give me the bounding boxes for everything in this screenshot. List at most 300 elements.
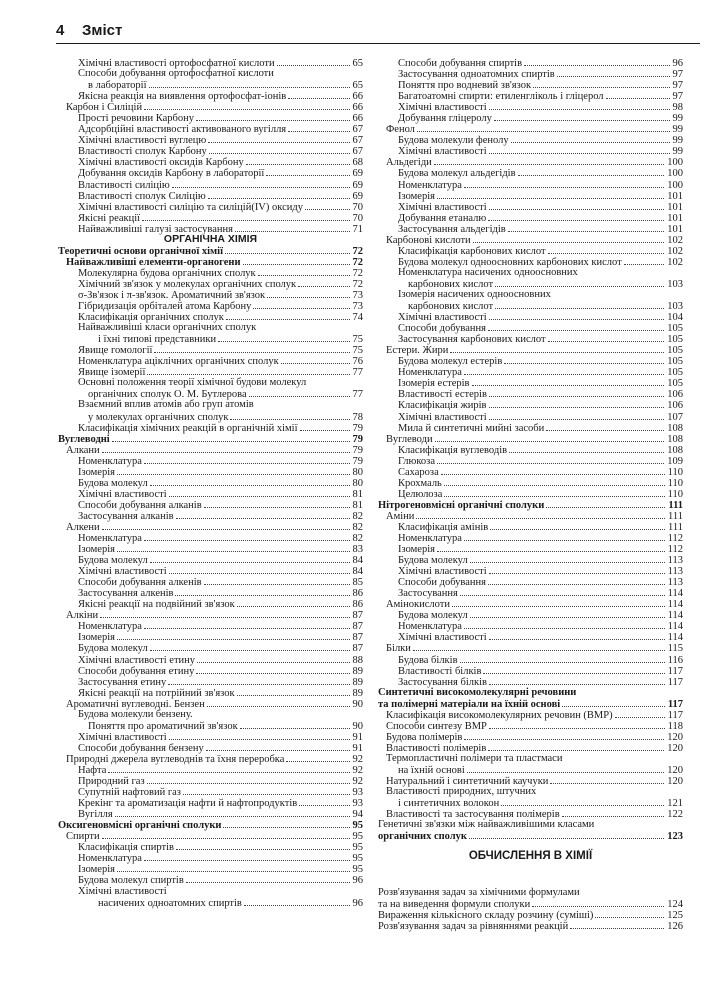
toc-entry <box>58 819 363 830</box>
toc-entry <box>58 388 363 399</box>
toc-entry-title: Ароматичні вуглеводні. Бензен <box>66 698 205 710</box>
toc-page-number: 110 <box>667 477 683 489</box>
toc-entry-title: Взаємний вплив атомів або груп атомів <box>78 399 254 411</box>
dot-leader <box>489 565 665 574</box>
toc-page-number: 98 <box>672 102 683 114</box>
toc-entry-title: Багатоатомні спирти: етиленгліколь і гліцерол <box>398 91 604 103</box>
toc-page-number: 114 <box>667 621 683 633</box>
toc-page-number: 84 <box>352 566 363 578</box>
toc-entry <box>58 167 363 178</box>
toc-entry-title: Мила й синтетичні мийні засоби <box>398 422 545 434</box>
toc-page-number: 80 <box>352 477 363 489</box>
toc-page-number: 67 <box>352 124 363 136</box>
toc-entry <box>58 676 363 687</box>
toc-entry-title: Хімічні властивості ортофосфатної кислоти <box>78 58 275 69</box>
toc-page-number: 74 <box>352 312 363 324</box>
toc-entry-title: Алкіни <box>66 610 99 622</box>
toc-entry <box>58 256 363 267</box>
toc-entry <box>378 753 683 764</box>
toc-entry-title: Добування оксидів Карбону в лабораторії <box>78 168 265 180</box>
toc-page-number: 117 <box>667 698 683 710</box>
toc-page-number: 105 <box>667 323 683 335</box>
dot-leader <box>267 289 349 298</box>
toc-entry <box>378 156 683 167</box>
toc-entry <box>58 101 363 112</box>
dot-leader <box>288 90 349 99</box>
toc-page-number: 81 <box>352 488 363 500</box>
dot-leader <box>102 830 350 839</box>
toc-entry-title: Будова білків <box>398 654 458 666</box>
toc-entry-title: Хімічні властивості <box>398 201 487 213</box>
toc-entry-title: Способи добування <box>398 577 486 589</box>
toc-entry <box>58 366 363 377</box>
toc-page-number: 117 <box>667 709 683 721</box>
toc-entry <box>58 687 363 698</box>
toc-page-number: 71 <box>352 223 363 235</box>
dot-leader <box>464 731 664 740</box>
toc-page-number: 118 <box>667 720 683 732</box>
toc-entry <box>378 532 683 543</box>
toc-entry-title: Естери. Жири <box>386 345 449 357</box>
toc-entry-title: Застосування альдегідів <box>398 223 506 235</box>
dot-leader <box>186 874 350 883</box>
toc-entry <box>58 841 363 852</box>
toc-entry-title: Застосування етину <box>78 676 167 688</box>
dot-leader <box>144 532 350 541</box>
toc-entry-title: Будова молекул <box>78 643 148 655</box>
toc-entry <box>378 720 683 731</box>
toc-entry <box>58 477 363 488</box>
toc-page-number: 114 <box>667 632 683 644</box>
toc-entry-title: Способи добування алкенів <box>78 577 202 589</box>
dot-leader <box>570 920 664 929</box>
toc-entry-title: Найважливіші елементи-органогени <box>66 256 241 268</box>
toc-page-number: 66 <box>352 91 363 103</box>
toc-entry-title: Застосування алканів <box>78 510 174 522</box>
toc-entry <box>58 786 363 797</box>
toc-entry-title: Ізомерія <box>78 466 115 478</box>
toc-entry <box>378 179 683 190</box>
toc-entry-title: Генетичні зв'язки між найважливішими класами <box>378 819 595 831</box>
toc-page-number: 81 <box>352 499 363 511</box>
toc-page-number: 66 <box>352 102 363 114</box>
section-heading: ОРГАНІЧНА ХІМІЯ <box>163 232 258 245</box>
toc-entry <box>378 698 683 709</box>
toc-page-number: 125 <box>667 910 683 922</box>
toc-entry <box>58 311 363 322</box>
page-title: Зміст <box>82 22 123 39</box>
toc-entry-title: Алкени <box>66 521 100 533</box>
toc-entry-title: Нітрогеновмісні органічні сполуки <box>378 499 545 511</box>
toc-entry <box>58 57 363 68</box>
toc-page-number: 86 <box>352 588 363 600</box>
dot-leader <box>244 897 350 906</box>
toc-entry <box>58 709 363 720</box>
section-spacer <box>378 865 683 887</box>
dot-leader <box>488 212 664 221</box>
toc-entry-title: Супутній нафтовий газ <box>78 787 181 799</box>
toc-entry <box>58 830 363 841</box>
toc-page-number: 88 <box>352 654 363 666</box>
dot-leader <box>142 212 349 221</box>
toc-entry <box>378 543 683 554</box>
toc-page-number: 83 <box>352 544 363 556</box>
dot-leader <box>508 223 665 232</box>
dot-leader <box>518 167 665 176</box>
toc-entry <box>58 289 363 300</box>
toc-entry <box>58 863 363 874</box>
toc-entry-title: Способи добування спиртів <box>398 58 523 69</box>
dot-leader <box>258 267 350 276</box>
dot-leader <box>115 808 350 817</box>
toc-entry-title: Ізомерія естерів <box>398 378 470 390</box>
toc-entry <box>378 223 683 234</box>
dot-leader <box>532 898 664 907</box>
toc-entry <box>58 642 363 653</box>
toc-entry <box>378 90 683 101</box>
toc-entry-title: Амінокислоти <box>386 599 450 611</box>
dot-leader <box>606 90 670 99</box>
toc-entry <box>378 731 683 742</box>
toc-entry <box>58 576 363 587</box>
toc-entry <box>378 764 683 775</box>
toc-entry <box>378 289 683 300</box>
dot-leader <box>488 742 664 751</box>
toc-entry <box>58 753 363 764</box>
dot-leader <box>100 609 349 618</box>
toc-page-number: 106 <box>667 389 683 401</box>
toc-page-number: 101 <box>667 223 683 235</box>
dot-leader <box>206 742 350 751</box>
toc-entry-title: Хімічні властивості оксидів Карбону <box>78 157 244 169</box>
toc-entry <box>58 267 363 278</box>
toc-entry-title: Хімічні властивості силіцію та силіцій(IV) оксиду <box>78 201 303 213</box>
dot-leader <box>150 554 350 563</box>
toc-entry <box>58 852 363 863</box>
toc-entry <box>378 433 683 444</box>
toc-entry <box>378 620 683 631</box>
toc-entry <box>378 510 683 521</box>
toc-page-number: 105 <box>667 378 683 390</box>
toc-entry <box>378 123 683 134</box>
dot-leader <box>489 101 670 110</box>
toc-page-number: 96 <box>672 58 683 69</box>
toc-page-number: 97 <box>672 80 683 92</box>
toc-page-number: 120 <box>667 731 683 743</box>
dot-leader <box>230 411 349 420</box>
toc-page-number: 105 <box>667 367 683 379</box>
dot-leader <box>175 587 349 596</box>
dot-leader <box>437 543 665 552</box>
toc-entry <box>378 576 683 587</box>
toc-entry <box>58 322 363 333</box>
toc-page-number: 91 <box>352 742 363 754</box>
dot-leader <box>533 79 669 88</box>
dot-leader <box>490 521 665 530</box>
dot-leader <box>489 411 665 420</box>
toc-entry-title: Крекінг та ароматизація нафти й нафтопродуктів <box>78 798 298 810</box>
toc-entry-title: Розв'язування задач за рівняннями реакцій <box>378 921 569 933</box>
toc-entry <box>378 267 683 278</box>
toc-entry-title: Якісна реакція на виявлення ортофосфат-іонів <box>78 91 287 103</box>
dot-leader <box>299 797 349 806</box>
toc-entry <box>58 897 363 908</box>
toc-entry <box>378 68 683 79</box>
toc-entry-title: Номенклатура аціклічних органічних сполук <box>78 356 279 368</box>
dot-leader <box>489 631 665 640</box>
toc-entry <box>58 775 363 786</box>
toc-entry <box>58 654 363 665</box>
toc-page-number: 112 <box>667 544 683 556</box>
toc-page-number: 69 <box>352 190 363 202</box>
toc-page-number: 105 <box>667 345 683 357</box>
dot-leader <box>204 576 350 585</box>
dot-leader <box>117 631 350 640</box>
toc-entry <box>58 521 363 532</box>
toc-entry-title: Класифікація вуглеводів <box>398 444 508 456</box>
toc-page-number: 89 <box>352 665 363 677</box>
toc-entry-title: Будова молекули фенолу <box>398 135 509 147</box>
dot-leader <box>460 587 665 596</box>
toc-entry <box>378 322 683 333</box>
toc-page-number: 109 <box>667 455 683 467</box>
toc-entry-title: Природний газ <box>78 776 145 788</box>
toc-entry <box>378 775 683 786</box>
dot-leader <box>501 797 664 806</box>
dot-leader <box>472 377 665 386</box>
toc-page-number: 111 <box>668 510 683 522</box>
toc-entry-title: Ізомерія <box>78 864 115 876</box>
toc-page-number: 102 <box>667 256 683 268</box>
toc-page-number: 69 <box>352 168 363 180</box>
toc-entry-title: Якісні реакції на подвійний зв'язок <box>78 599 235 611</box>
dot-leader <box>237 598 350 607</box>
toc-entry <box>58 797 363 808</box>
toc-page-number: 66 <box>352 113 363 125</box>
dot-leader <box>144 101 349 110</box>
toc-entry <box>58 587 363 598</box>
toc-page-number: 73 <box>352 289 363 301</box>
dot-leader <box>444 488 664 497</box>
toc-entry-title: Будова молекул <box>398 555 468 567</box>
toc-entry-title: Глюкоза <box>398 455 435 467</box>
toc-entry-title: Класифікація високомолекулярних речовин (ВМР) <box>386 709 613 721</box>
dot-leader <box>444 477 665 486</box>
toc-page-number: 93 <box>352 798 363 810</box>
toc-entry <box>378 830 683 841</box>
dot-leader <box>467 764 664 773</box>
toc-entry-title: Фенол <box>386 124 415 136</box>
toc-page-number: 72 <box>352 256 363 268</box>
toc-page-number: 110 <box>667 488 683 500</box>
toc-page-number: 95 <box>352 842 363 854</box>
toc-entry-title: Розв'язування задач за хімічними формулами <box>378 887 580 899</box>
toc-entry-title: Добування гліцеролу <box>398 113 492 125</box>
dot-leader <box>464 620 665 629</box>
toc-entry <box>58 344 363 355</box>
toc-page-number: 72 <box>352 278 363 290</box>
toc-page-number: 111 <box>668 499 683 511</box>
toc-page-number: 99 <box>672 124 683 136</box>
toc-page-number: 101 <box>667 201 683 213</box>
toc-entry-title: Хімічні властивості <box>398 102 487 114</box>
toc-entry <box>378 909 683 920</box>
toc-page-number: 126 <box>667 921 683 933</box>
dot-leader <box>197 654 349 663</box>
toc-page-number: 92 <box>352 776 363 788</box>
dot-leader <box>204 499 350 508</box>
toc-entry-title: Будова молекул <box>78 477 148 489</box>
dot-leader <box>489 311 665 320</box>
toc-page-number: 124 <box>667 899 683 911</box>
page-number: 4 <box>56 22 65 39</box>
toc-entry <box>378 676 683 687</box>
page-header <box>0 0 720 44</box>
toc-entry <box>58 245 363 256</box>
toc-entry <box>58 665 363 676</box>
toc-left-column <box>58 57 363 908</box>
toc-page-number: 89 <box>352 687 363 699</box>
dot-leader <box>548 245 665 254</box>
toc-entry-title: і синтетичних волокон <box>398 798 500 810</box>
toc-page-number: 73 <box>352 301 363 313</box>
toc-page-number: 106 <box>667 400 683 412</box>
dot-leader <box>546 499 665 508</box>
toc-entry <box>378 212 683 223</box>
toc-page-number: 79 <box>352 444 363 456</box>
dot-leader <box>624 256 665 265</box>
toc-page-number: 103 <box>667 301 683 313</box>
dot-leader <box>473 234 665 243</box>
toc-entry-title: в лабораторії <box>88 80 147 92</box>
toc-entry <box>58 444 363 455</box>
toc-entry-title: Хімічний зв'язок у молекулах органічних сполук <box>78 278 297 290</box>
toc-entry-title: Номенклатура насичених одноосновних <box>398 266 578 278</box>
toc-page-number: 90 <box>352 698 363 710</box>
toc-page-number: 108 <box>667 433 683 445</box>
toc-entry-title: Молекулярна будова органічних сполук <box>78 267 256 279</box>
toc-entry <box>378 898 683 909</box>
dot-leader <box>595 909 664 918</box>
toc-entry-title: Карбон і Силіцій <box>66 102 143 114</box>
toc-page-number: 82 <box>352 533 363 545</box>
dot-leader <box>144 852 350 861</box>
toc-entry <box>58 510 363 521</box>
toc-page-number: 123 <box>667 831 683 843</box>
toc-page-number: 97 <box>672 69 683 81</box>
toc-entry <box>58 399 363 410</box>
dot-leader <box>489 145 670 154</box>
toc-entry <box>58 499 363 510</box>
dot-leader <box>504 355 664 364</box>
toc-entry-title: Хімічні властивості <box>398 146 487 158</box>
toc-entry <box>378 642 683 653</box>
dot-leader <box>208 134 349 143</box>
dot-leader <box>209 145 350 154</box>
toc-entry <box>378 411 683 422</box>
toc-entry <box>378 477 683 488</box>
toc-page-number: 110 <box>667 466 683 478</box>
toc-entry-title: Ізомерія насичених одноосновних <box>398 288 551 300</box>
toc-entry <box>378 344 683 355</box>
toc-entry-title: Хімічні властивості <box>398 312 487 324</box>
toc-entry <box>378 145 683 156</box>
toc-entry-title: Природні джерела вуглеводнів та їхня переробка <box>66 753 285 765</box>
toc-page-number: 79 <box>352 422 363 434</box>
toc-page-number: 100 <box>667 157 683 169</box>
dot-leader <box>150 477 350 486</box>
toc-entry-title: та полімерні матеріали на їхній основі <box>378 698 561 710</box>
toc-entry-title: Класифікація карбонових кислот <box>398 245 546 257</box>
dot-leader <box>253 300 349 309</box>
toc-page-number: 79 <box>352 433 363 445</box>
dot-leader <box>305 201 350 210</box>
toc-entry-title: карбонових кислот <box>408 301 494 313</box>
toc-page-number: 117 <box>667 665 683 677</box>
toc-page-number: 92 <box>352 753 363 765</box>
toc-entry-title: Крохмаль <box>398 477 442 489</box>
toc-entry <box>378 654 683 665</box>
toc-entry <box>58 145 363 156</box>
toc-entry <box>378 819 683 830</box>
toc-entry-title: Будова молекул <box>398 610 468 622</box>
toc-entry <box>378 190 683 201</box>
toc-entry-title: Вугілля <box>78 809 113 821</box>
toc-page-number: 104 <box>667 312 683 324</box>
toc-entry <box>378 366 683 377</box>
dot-leader <box>460 654 665 663</box>
toc-page-number: 99 <box>672 146 683 158</box>
toc-entry <box>378 920 683 931</box>
dot-leader <box>450 344 664 353</box>
toc-entry <box>378 444 683 455</box>
toc-entry-title: Властивості та застосування полімерів <box>386 809 560 821</box>
toc-entry-title: Способи добування бензену <box>78 742 204 754</box>
toc-page-number: 105 <box>667 356 683 368</box>
toc-entry-title: Якісні реакції <box>78 212 141 224</box>
toc-page-number: 92 <box>352 765 363 776</box>
toc-entry-title: Номенклатура <box>78 533 142 545</box>
dot-leader <box>154 344 349 353</box>
toc-entry-title: Аміни <box>386 510 415 522</box>
dot-leader <box>176 841 350 850</box>
toc-page-number: 97 <box>672 91 683 103</box>
toc-page-number: 114 <box>667 588 683 600</box>
toc-entry <box>378 587 683 598</box>
toc-page-number: 77 <box>352 367 363 379</box>
toc-entry <box>58 278 363 289</box>
dot-leader <box>223 819 349 828</box>
dot-leader <box>413 642 665 651</box>
toc-entry <box>58 300 363 311</box>
toc-entry-title: Способи синтезу ВМР <box>386 720 487 732</box>
toc-entry <box>58 808 363 819</box>
dot-leader <box>286 753 349 762</box>
toc-entry-title: Будова молекул естерів <box>398 356 503 368</box>
toc-page-number: 120 <box>667 776 683 788</box>
toc-page-number: 112 <box>667 533 683 545</box>
toc-entry <box>58 156 363 167</box>
toc-entry-title: Способи добування алканів <box>78 499 202 511</box>
dot-leader <box>112 433 350 442</box>
toc-entry-title: Будова полімерів <box>386 731 463 743</box>
dot-leader <box>495 278 664 287</box>
toc-page-number: 78 <box>352 411 363 423</box>
toc-entry-title: Застосування білків <box>398 676 487 688</box>
dot-leader <box>240 720 350 729</box>
toc-entry-title: Застосування алкенів <box>78 588 174 600</box>
section-heading: ОБЧИСЛЕННЯ В ХІМІЇ <box>468 850 593 863</box>
